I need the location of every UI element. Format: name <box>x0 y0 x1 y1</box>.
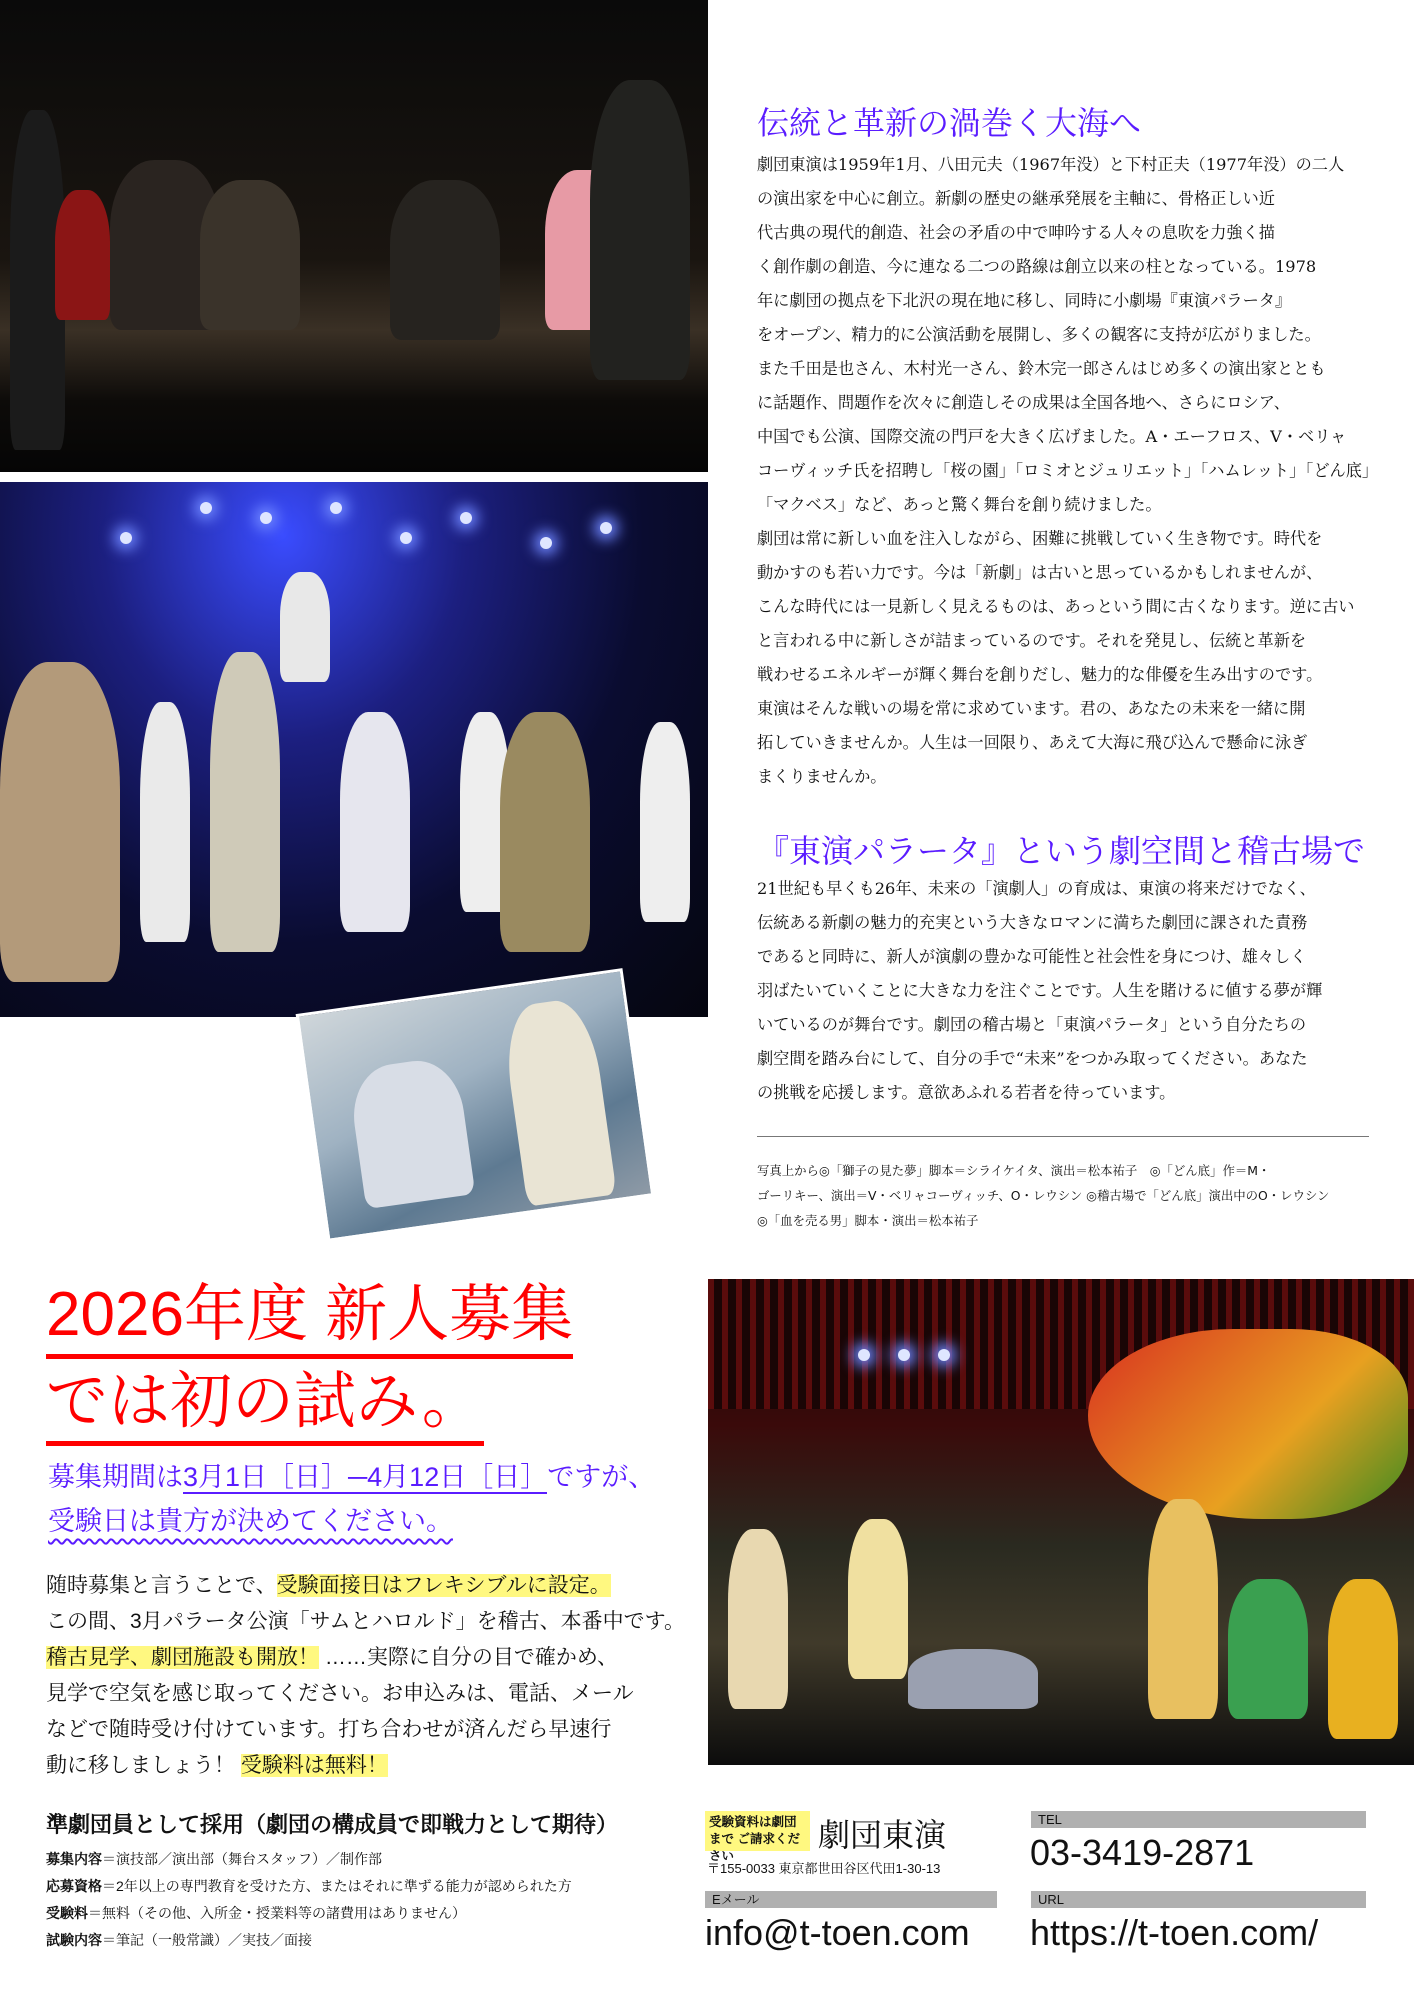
body-line: の挑戦を応援します。意欲あふれる若者を待っています。 <box>757 1083 1176 1102</box>
body-line: く創作劇の創造、今に連なる二つの路線は創立以来の柱となっている。1978 <box>757 257 1317 276</box>
photo-captions <box>757 1158 1372 1233</box>
body-line: 代古典の現代的創造、社会の矛盾の中で呻吟する人々の息吹を力強く描 <box>757 223 1275 242</box>
caption-line: ◎「血を売る男」脚本・演出＝松本祐子 <box>757 1213 979 1228</box>
section-heading-parata: 『東演パラータ』という劇空間と稽古場で <box>757 832 1366 870</box>
request-materials-note: 受験資料は劇団まで ご請求ください <box>705 1811 810 1851</box>
caption-line: 写真上から◎「獅子の見た夢」脚本＝シライケイタ、演出＝松本祐子 ◎「どん底」作＝M・ <box>757 1163 1271 1178</box>
tel-label: TEL <box>1031 1811 1366 1828</box>
detail-row <box>46 1846 696 1873</box>
highlight-open-facility: 稽古見学、劇団施設も開放！ <box>46 1646 319 1669</box>
body-line: の演出家を中心に創立。新劇の歴史の継承発展を主軸に、骨格正しい近 <box>757 189 1275 208</box>
body-line: 劇空間を踏み台にして、自分の手で“未来”をつかみ取ってください。あなた <box>757 1049 1308 1068</box>
body-line: 伝統ある新劇の魅力的充実という大きなロマンに満ちた劇団に課された責務 <box>757 913 1308 932</box>
recruit-title-line1: 2026年度 新人募集 <box>46 1276 573 1359</box>
exam-day-note: 受験日は貴方が決めてください。 <box>48 1506 453 1536</box>
recruit-title <box>46 1272 573 1446</box>
body-line: 年に劇団の拠点を下北沢の現在地に移し、同時に小劇場『東演パラータ』 <box>757 291 1292 310</box>
highlight-free: 受験料は無料！ <box>240 1754 388 1777</box>
section-body-parata <box>757 872 1372 1110</box>
body-line: をオープン、精力的に公演活動を展開し、多くの観客に支持が広がりました。 <box>757 325 1321 344</box>
period-suffix: ですが、 <box>547 1462 656 1492</box>
rehearsal-photo <box>296 968 655 1242</box>
org-name: 劇団東演 <box>818 1817 947 1853</box>
text: 動に移しましょう！ <box>46 1754 235 1777</box>
email-label: Eメール <box>705 1891 997 1908</box>
recruit-heading: 準劇団員として採用（劇団の構成員で即戦力として期待） <box>46 1812 619 1837</box>
recruit-title-line2: では初の試み。 <box>46 1363 484 1446</box>
body-line: 戦わせるエネルギーが輝く舞台を創りだし、魅力的な俳優を生み出すのです。 <box>757 665 1323 684</box>
detail-label: 試験内容 <box>46 1932 102 1948</box>
detail-value: ＝筆記（一般常識）／実技／面接 <box>102 1932 312 1948</box>
body-line: 21世紀も早くも26年、未来の「演劇人」の育成は、東演の将来だけでなく、 <box>757 879 1316 898</box>
body-line: こんな時代には一見新しく見えるものは、あっという間に古くなります。逆に古い <box>757 597 1355 616</box>
section-heading-tradition: 伝統と革新の渦巻く大海へ <box>757 104 1142 142</box>
text: ……実際に自分の目で確かめ、 <box>324 1646 619 1669</box>
url-label: URL <box>1031 1891 1366 1908</box>
body-line: 劇団は常に新しい血を注入しながら、困難に挑戦していく生き物です。時代を <box>757 529 1323 548</box>
body-line: 動かすのも若い力です。今は「新劇」は古いと思っているかもしれませんが、 <box>757 563 1323 582</box>
body-line: 羽ばたいていくことに大きな力を注ぐことです。人生を賭けるに値する夢が輝 <box>757 981 1323 1000</box>
detail-value: ＝演技部／演出部（舞台スタッフ）／制作部 <box>102 1851 382 1867</box>
caption-line: ゴーリキー、演出＝V・ベリャコーヴィッチ、O・レウシン ◎稽古場で「どん底」演出中のO・レウシン <box>757 1188 1330 1203</box>
detail-row <box>46 1927 696 1954</box>
body-line: 「マクベス」など、あっと驚く舞台を創り続けました。 <box>757 495 1162 514</box>
body-line: いているのが舞台です。劇団の稽古場と「東演パラータ」という自分たちの <box>757 1015 1307 1034</box>
recruit-period <box>48 1455 688 1543</box>
body-line: 東演はそんな戦いの場を常に求めています。君の、あなたの未来を一緒に開 <box>757 699 1306 718</box>
stage-photo-blood-seller <box>708 1279 1414 1765</box>
period-prefix: 募集期間は <box>48 1462 183 1492</box>
detail-label: 募集内容 <box>46 1851 102 1867</box>
body-line: に話題作、問題作を次々に創造しその成果は全国各地へ、さらにロシア、 <box>757 393 1290 412</box>
body-line: 拓していきませんか。人生は一回限り、あえて大海に飛び込んで懸命に泳ぎ <box>757 733 1308 752</box>
body-line: 中国でも公演、国際交流の門戸を大きく広げました。A・エーフロス、V・ベリャ <box>757 427 1347 446</box>
period-dates: 3月1日［日］─4月12日［日］ <box>183 1462 548 1492</box>
section-body-tradition <box>757 148 1379 794</box>
detail-label: 応募資格 <box>46 1878 102 1894</box>
email-link[interactable]: info@t-toen.com <box>705 1912 970 1953</box>
highlight-flexible: 受験面接日はフレキシブルに設定。 <box>276 1574 611 1597</box>
body-line: と言われる中に新しさが詰まっているのです。それを発見し、伝統と革新を <box>757 631 1307 650</box>
text: などで随時受け付けています。打ち合わせが済んだら早速行 <box>46 1718 612 1741</box>
detail-row <box>46 1873 696 1900</box>
divider <box>757 1136 1369 1137</box>
body-line: まくりませんか。 <box>757 767 887 786</box>
text: 随時募集と言うことで、 <box>46 1574 277 1597</box>
text: 見学で空気を感じ取ってください。お申込みは、電話、メール <box>46 1682 634 1705</box>
recruit-details <box>46 1846 696 1954</box>
address: 〒155-0033 東京都世田谷区代田1-30-13 <box>707 1861 941 1876</box>
body-line: であると同時に、新人が演劇の豊かな可能性と社会性を身につけ、雄々しく <box>757 947 1307 966</box>
body-line: コーヴィッチ氏を招聘し「桜の園」「ロミオとジュリエット」「ハムレット」「どん底」 <box>757 461 1379 480</box>
detail-label: 受験料 <box>46 1905 88 1921</box>
body-line: また千田是也さん、木村光一さん、鈴木完一郎さんはじめ多くの演出家ととも <box>757 359 1326 378</box>
detail-value: ＝無料（その他、入所金・授業料等の諸費用はありません） <box>88 1905 466 1921</box>
tel-number[interactable]: 03-3419-2871 <box>1030 1832 1255 1873</box>
text: この間、3月パラータ公演「サムとハロルド」を稽古、本番中です。 <box>46 1610 685 1633</box>
recruit-description <box>46 1568 686 1784</box>
detail-row <box>46 1900 696 1927</box>
detail-value: ＝2年以上の専門教育を受けた方、またはそれに準ずる能力が認められた方 <box>102 1878 572 1894</box>
stage-photo-lower-depths <box>0 482 708 1017</box>
stage-photo-lion-dream <box>0 0 708 472</box>
body-line: 劇団東演は1959年1月、八田元夫（1967年没）と下村正夫（1977年没）の二人 <box>757 155 1345 174</box>
url-link[interactable]: https://t-toen.com/ <box>1030 1912 1319 1953</box>
